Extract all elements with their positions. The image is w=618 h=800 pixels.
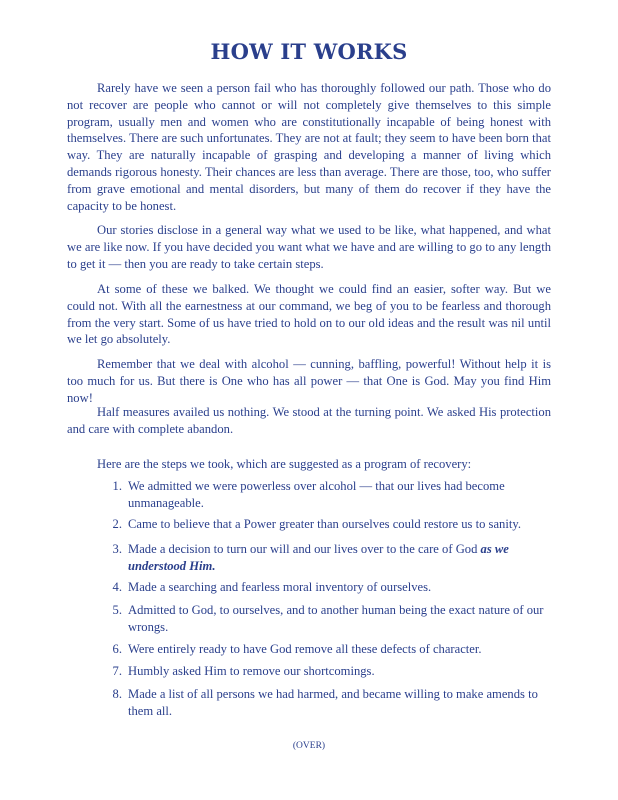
step-number: 3. <box>112 542 122 556</box>
list-item <box>104 602 544 636</box>
list-item <box>104 478 544 512</box>
step-text: Admitted to God, to ourselves, and to another human being the exact nature of our wrongs. <box>128 603 544 634</box>
paragraph-our-stories: Our stories disclose in a general way what we used to be like, what happened, and what we are like now. If you have decided you want what we have and are willing to go to any length to get it — then you are ready to take certain steps. <box>67 223 551 271</box>
list-item <box>104 641 544 658</box>
step-number: 6. <box>112 642 122 656</box>
list-item <box>104 579 544 596</box>
paragraph-remember: Remember that we deal with alcohol — cunning, baffling, powerful! Without help it is too much for us. But there is One who has all power — that One is God. May you find Him now! <box>67 357 551 405</box>
list-item <box>104 663 544 680</box>
step-text: Made a list of all persons we had harmed, and became willing to make amends to them all. <box>128 687 538 718</box>
page-footer-over: (OVER) <box>292 741 326 751</box>
step-number: 2. <box>112 517 122 531</box>
step-text: We admitted we were powerless over alcohol — that our lives had become unmanageable. <box>128 479 505 510</box>
step-text: Made a searching and fearless moral inventory of ourselves. <box>128 580 432 594</box>
paragraph-half-measures: Half measures availed us nothing. We stood at the turning point. We asked His protection and care with complete abandon. <box>67 405 551 436</box>
step-number: 4. <box>112 580 122 594</box>
step-text: Came to believe that a Power greater than ourselves could restore us to sanity. <box>128 517 521 531</box>
paragraph-balked: At some of these we balked. We thought we could find an easier, softer way. But we could not. With all the earnestness at our command, we beg of you to be fearless and thorough from the very start. Some of us have tried to hold on to our old ideas and the result was nil until we let go absolutely. <box>67 282 551 347</box>
steps-intro: Here are the steps we took, which are suggested as a program of recovery: <box>97 457 472 471</box>
page-title: HOW IT WORKS <box>210 39 408 64</box>
step-number: 1. <box>112 479 122 493</box>
list-item <box>104 686 544 720</box>
step-number: 5. <box>112 603 122 617</box>
step-text: Were entirely ready to have God remove all these defects of character. <box>128 642 482 656</box>
list-item <box>104 541 544 575</box>
step-text-wrapper <box>128 541 544 575</box>
step-emphasis: as we understood Him. <box>128 542 509 573</box>
step-text: Humbly asked Him to remove our shortcomings. <box>128 664 375 678</box>
list-item <box>104 516 544 533</box>
step-text: Made a decision to turn our will and our lives over to the care of God <box>128 542 478 556</box>
step-number: 7. <box>112 664 122 678</box>
step-number: 8. <box>112 687 122 701</box>
paragraph-rarely: Rarely have we seen a person fail who has thoroughly followed our path. Those who do not recover are people who cannot or will not completely give themselves to this simple program, usually men and women who are constitutionally incapable of being honest with themselves. There are such unfortunates. They are not at fault; they seem to have been born that way. They are naturally incapable of grasping and developing a manner of living which demands rigorous honesty. Their chances are less than average. There are those, too, who suffer from grave emotional and mental disorders, but many of them do recover if they have the capacity to be honest. <box>67 81 551 213</box>
